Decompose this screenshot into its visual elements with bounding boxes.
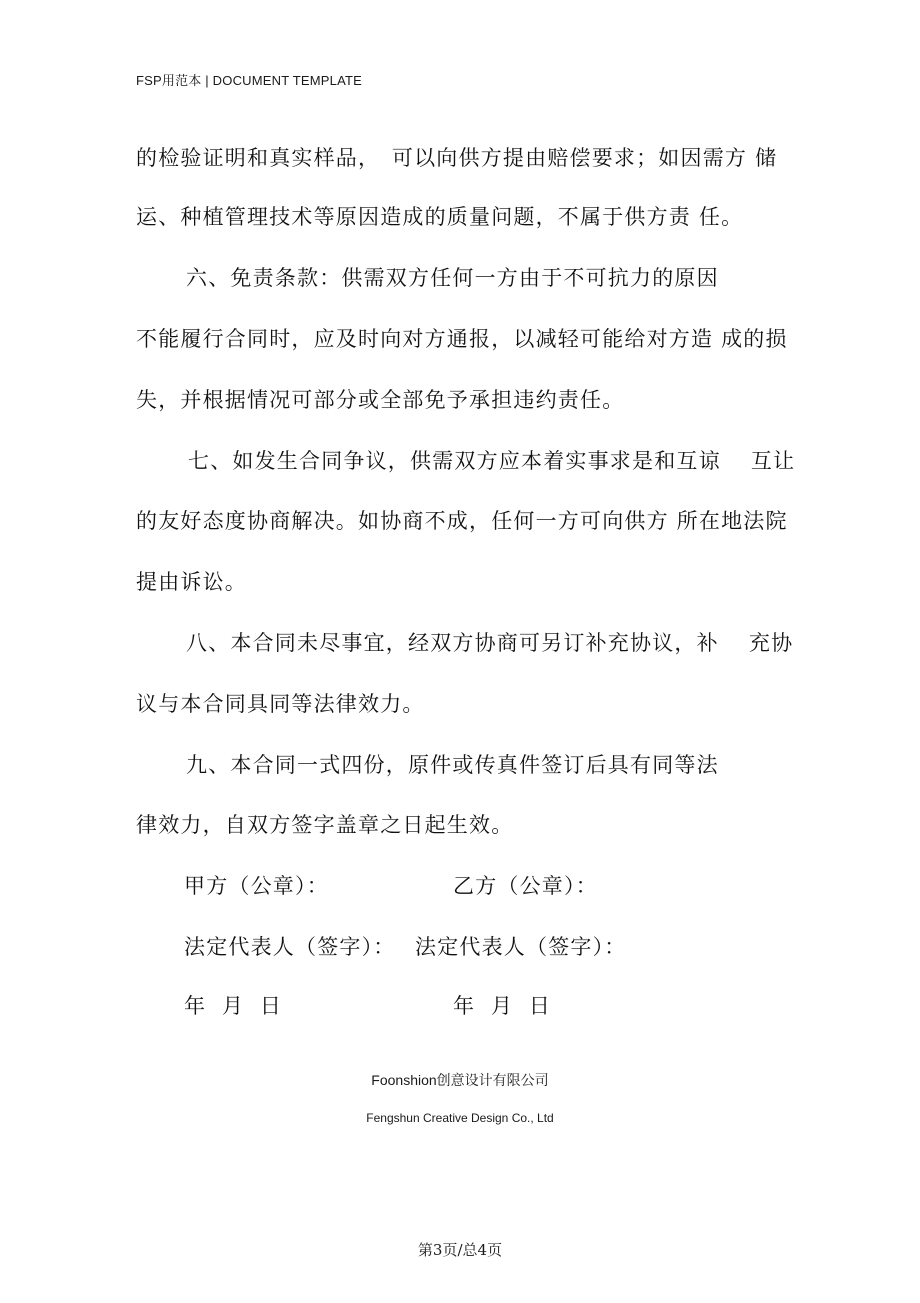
- party-a-representative: 法定代表人（签字）：: [184, 935, 396, 959]
- party-a-seal: 甲方（公章）：: [184, 874, 329, 898]
- body-line: 失，并根据情况可部分或全部免予承担违约责任。: [136, 388, 625, 412]
- body-line: 运、种植管理技术等原因造成的质量问题，不属于供方责 任。: [136, 205, 744, 229]
- party-b-date: 年 月 日: [453, 994, 552, 1018]
- body-line: 提由诉讼。: [136, 570, 247, 594]
- party-b-seal: 乙方（公章）：: [453, 874, 598, 898]
- page-indicator: 第3页/总4页: [417, 1241, 503, 1259]
- document-header: FSP用范本 | DOCUMENT TEMPLATE: [136, 73, 362, 88]
- body-line: 律效力，自双方签字盖章之日起生效。: [136, 813, 514, 837]
- body-line: 议与本合同具同等法律效力。: [136, 692, 425, 716]
- party-b-representative: 法定代表人（签字）：: [415, 935, 627, 959]
- clause-6-heading: 六、免责条款：供需双方任何一方由于不可抗力的原因: [186, 266, 719, 290]
- clause-7-heading: 七、如发生合同争议，供需双方应本着实事求是和互谅 互让: [188, 449, 796, 473]
- body-line: 不能履行合同时，应及时向对方通报，以减轻可能给对方造 成的损: [136, 327, 788, 351]
- clause-9-heading: 九、本合同一式四份，原件或传真件签订后具有同等法: [186, 753, 719, 777]
- company-name-cn: Foonshion创意设计有限公司: [371, 1072, 549, 1088]
- body-line: 的检验证明和真实样品， 可以向供方提由赔偿要求；如因需方 储: [136, 146, 778, 170]
- party-a-date: 年 月 日: [184, 994, 283, 1018]
- clause-8-heading: 八、本合同未尽事宜，经双方协商可另订补充协议，补 充协: [186, 631, 794, 655]
- body-line: 的友好态度协商解决。如协商不成，任何一方可向供方 所在地法院: [136, 509, 788, 533]
- company-name-en: Fengshun Creative Design Co., Ltd: [366, 1111, 554, 1125]
